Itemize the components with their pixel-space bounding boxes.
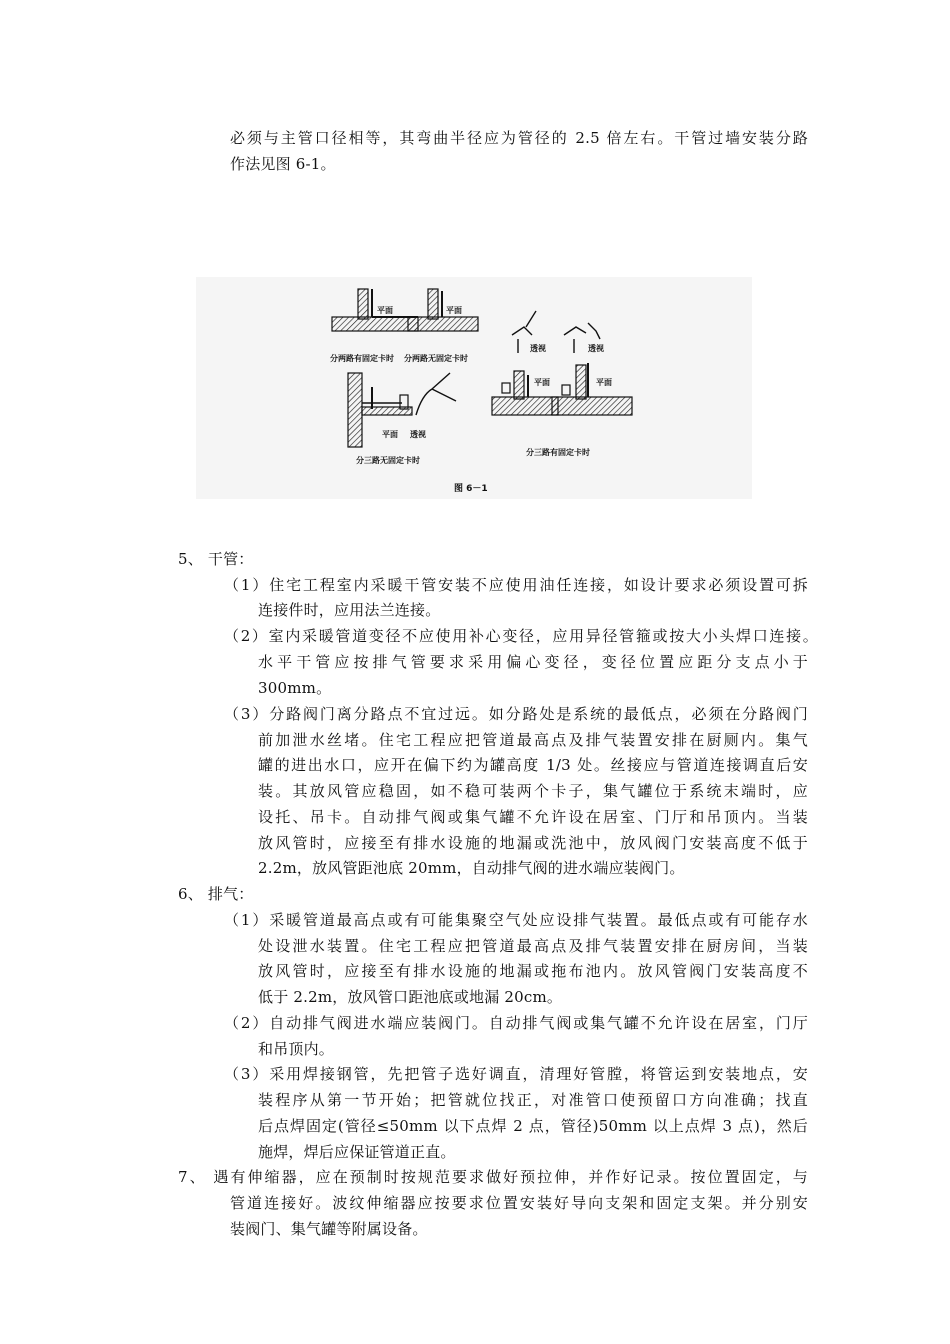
caption-three-way-fixed: 分三路有固定卡时 bbox=[526, 448, 590, 457]
list-item-line: 2.2m，放风管距池底 20mm，自动排气阀的进水端应装阀门。 bbox=[258, 859, 685, 877]
list-item-line: （3）分路阀门离分路点不宜过远。如分路处是系统的最低点，必须在分路阀门 bbox=[224, 705, 808, 723]
list-item-line: 和吊顶内。 bbox=[258, 1040, 335, 1058]
list-item-line: （2）室内采暖管道变径不应使用补心变径，应用异径管箍或按大小头焊口连接。 bbox=[224, 627, 818, 645]
list-item-line: 设托、吊卡。自动排气阀或集气罐不允许设在居室、门厅和吊顶内。当装 bbox=[258, 808, 808, 826]
section-line: 管道连接好。波纹伸缩器应按要求位置安装好导向支架和固定支架。并分别安 bbox=[230, 1194, 808, 1212]
list-item-line: （1）住宅工程室内采暖干管安装不应使用油任连接，如设计要求必须设置可拆 bbox=[224, 576, 808, 594]
diagram-three-way-unfixed bbox=[348, 373, 456, 447]
list-item-line: 装。其放风管应稳固，如不稳可装两个卡子，集气罐位于系统末端时，应 bbox=[258, 782, 808, 800]
list-item-line: 前加泄水丝堵。住宅工程应把管道最高点及排气装置安排在厨厕内。集气 bbox=[258, 731, 808, 749]
figure-number: 图 6－1 bbox=[454, 484, 488, 494]
list-item-line: 300mm。 bbox=[258, 679, 332, 697]
list-item-line: 施焊，焊后应保证管道正直。 bbox=[258, 1143, 456, 1161]
section-line: 装阀门、集气罐等附属设备。 bbox=[230, 1220, 428, 1238]
intro-line: 必须与主管口径相等，其弯曲半径应为管径的 2.5 倍左右。干管过墙安装分路 bbox=[230, 129, 808, 147]
section-heading: 5、 干管： bbox=[178, 550, 254, 568]
label-perspective: 透视 bbox=[410, 430, 426, 439]
caption-three-way-unfixed: 分三路无固定卡时 bbox=[356, 456, 420, 465]
list-item-line: 后点焊固定(管径≤50mm 以下点焊 2 点，管径)50mm 以上点焊 3 点)，然后 bbox=[258, 1117, 808, 1135]
list-item-line: 水平干管应按排气管要求采用偏心变径，变径位置应距分支点小于 bbox=[258, 653, 808, 671]
diagram-two-way-unfixed bbox=[408, 289, 478, 331]
caption-two-way-unfixed: 分两路无固定卡时 bbox=[404, 354, 468, 363]
label-plan: 平面 bbox=[446, 306, 462, 315]
label-plan: 平面 bbox=[534, 378, 550, 387]
section-heading: 6、 排气： bbox=[178, 885, 254, 903]
section-line: 7、 遇有伸缩器，应在预制时按规范要求做好预拉伸，并作好记录。按位置固定，与 bbox=[178, 1168, 808, 1186]
list-item-line: 处设泄水装置。住宅工程应把管道最高点及排气装置安排在厨房间，当装 bbox=[258, 937, 808, 955]
list-item-line: （1）采暖管道最高点或有可能集聚空气处应设排气装置。最低点或有可能存水 bbox=[224, 911, 808, 929]
list-item-line: 连接件时，应用法兰连接。 bbox=[258, 601, 441, 619]
diagram-three-way-fixed bbox=[492, 363, 632, 415]
list-item-line: 罐的进出水口，应开在偏下约为罐高度 1/3 处。丝接应与管道连接调直后安 bbox=[258, 756, 808, 774]
label-plan: 平面 bbox=[377, 306, 393, 315]
label-perspective: 透视 bbox=[530, 344, 546, 353]
list-item-line: （3）采用焊接钢管，先把管子选好调直，清理好管膛，将管运到安装地点，安 bbox=[224, 1065, 808, 1083]
label-perspective: 透视 bbox=[588, 344, 604, 353]
figure-drawing bbox=[196, 277, 752, 499]
figure-6-1 bbox=[196, 277, 752, 499]
intro-line: 作法见图 6-1。 bbox=[230, 155, 336, 173]
list-item-line: （2）自动排气阀进水端应装阀门。自动排气阀或集气罐不允许设在居室，门厅 bbox=[224, 1014, 808, 1032]
diagram-two-way-fixed bbox=[332, 289, 418, 331]
caption-two-way-fixed: 分两路有固定卡时 bbox=[330, 354, 394, 363]
list-item-line: 放风管时，应接至有排水设施的地漏或洗池中，放风阀门安装高度不低于 bbox=[258, 834, 808, 852]
label-plan: 平面 bbox=[382, 430, 398, 439]
list-item-line: 放风管时，应接至有排水设施的地漏或拖布池内。放风管阀门安装高度不 bbox=[258, 962, 808, 980]
list-item-line: 装程序从第一节开始；把管就位找正，对准管口使预留口方向准确；找直 bbox=[258, 1091, 808, 1109]
list-item-line: 低于 2.2m，放风管口距池底或地漏 20cm。 bbox=[258, 988, 563, 1006]
label-plan: 平面 bbox=[596, 378, 612, 387]
